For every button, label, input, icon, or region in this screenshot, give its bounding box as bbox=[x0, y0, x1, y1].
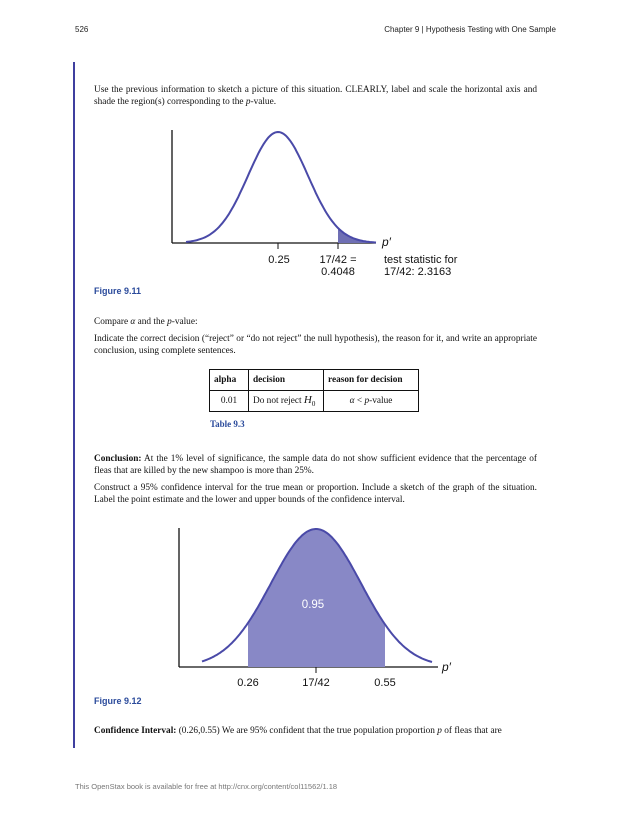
axis-label: p′ bbox=[382, 235, 391, 249]
test-statistic-line2: 17/42: 2.3163 bbox=[384, 266, 452, 278]
margin-rule bbox=[73, 62, 75, 748]
table-header-row bbox=[210, 370, 419, 391]
figure-label: Figure 9.11 bbox=[94, 286, 142, 296]
confidence-interval-paragraph: Confidence Interval: (0.26,0.55) We are 95% confident that the true population proportion p of fleas that are bbox=[94, 726, 502, 736]
decision-table bbox=[209, 369, 419, 412]
table-label: Table 9.3 bbox=[210, 419, 245, 429]
ci-instruction-paragraph: Construct a 95% confidence interval for the true mean or proportion. Include a sketch of the graph of the situation. Label the point estimate and the lower and upper bounds of the confidence interval. bbox=[94, 483, 537, 505]
test-statistic-line1: test statistic for bbox=[384, 254, 458, 266]
conclusion-paragraph: Conclusion: At the 1% level of significance, the sample data do not show sufficient evidence that the percentage of fleas that are killed by the new shampoo is more than 25%. bbox=[94, 454, 537, 476]
table-row bbox=[210, 391, 419, 412]
tick-label-upper: 0.55 bbox=[374, 677, 396, 689]
page-number: 526 bbox=[75, 25, 89, 34]
tick-label-mean: 0.25 bbox=[268, 254, 290, 266]
column-header-alpha: alpha bbox=[210, 370, 249, 391]
figure-9-12-graph bbox=[170, 520, 470, 692]
figure-9-11-graph bbox=[150, 118, 480, 283]
compare-paragraph: Compare α and the p-value: bbox=[94, 317, 198, 327]
normal-curve bbox=[186, 132, 376, 243]
figure-label: Figure 9.12 bbox=[94, 696, 142, 706]
column-header-reason: reason for decision bbox=[324, 370, 419, 391]
confidence-interval-shaded-region bbox=[248, 529, 385, 667]
chapter-title: Chapter 9 | Hypothesis Testing with One Sample bbox=[384, 25, 556, 34]
intro-paragraph: Use the previous information to sketch a picture of this situation. CLEARLY, label and scale the horizontal axis and shade the region(s) corresponding to the p-value. bbox=[94, 85, 537, 107]
column-header-decision: decision bbox=[249, 370, 324, 391]
p-value-shaded-region bbox=[338, 228, 376, 243]
tick-label-mid: 17/42 bbox=[302, 677, 330, 689]
cell-reason: α < p-value bbox=[324, 391, 419, 412]
axis-label: p′ bbox=[442, 660, 451, 674]
footer: This OpenStax book is available for free at http://cnx.org/content/col11562/1.18 bbox=[75, 782, 338, 791]
cell-decision: Do not reject $H_0$ bbox=[249, 391, 324, 412]
decision-instructions: Indicate the correct decision (“reject” or “do not reject” the null hypothesis), the reason for it, and write an appropriate conclusion, using complete sentences. bbox=[94, 334, 537, 356]
cell-alpha: 0.01 bbox=[210, 391, 249, 412]
center-probability-label: 0.95 bbox=[301, 599, 325, 611]
tick-label-lower: 0.26 bbox=[237, 677, 259, 689]
tick-label-test-stat-line2: 0.4048 bbox=[321, 266, 355, 278]
tick-label-test-stat-line1: 17/42 = bbox=[319, 254, 357, 266]
